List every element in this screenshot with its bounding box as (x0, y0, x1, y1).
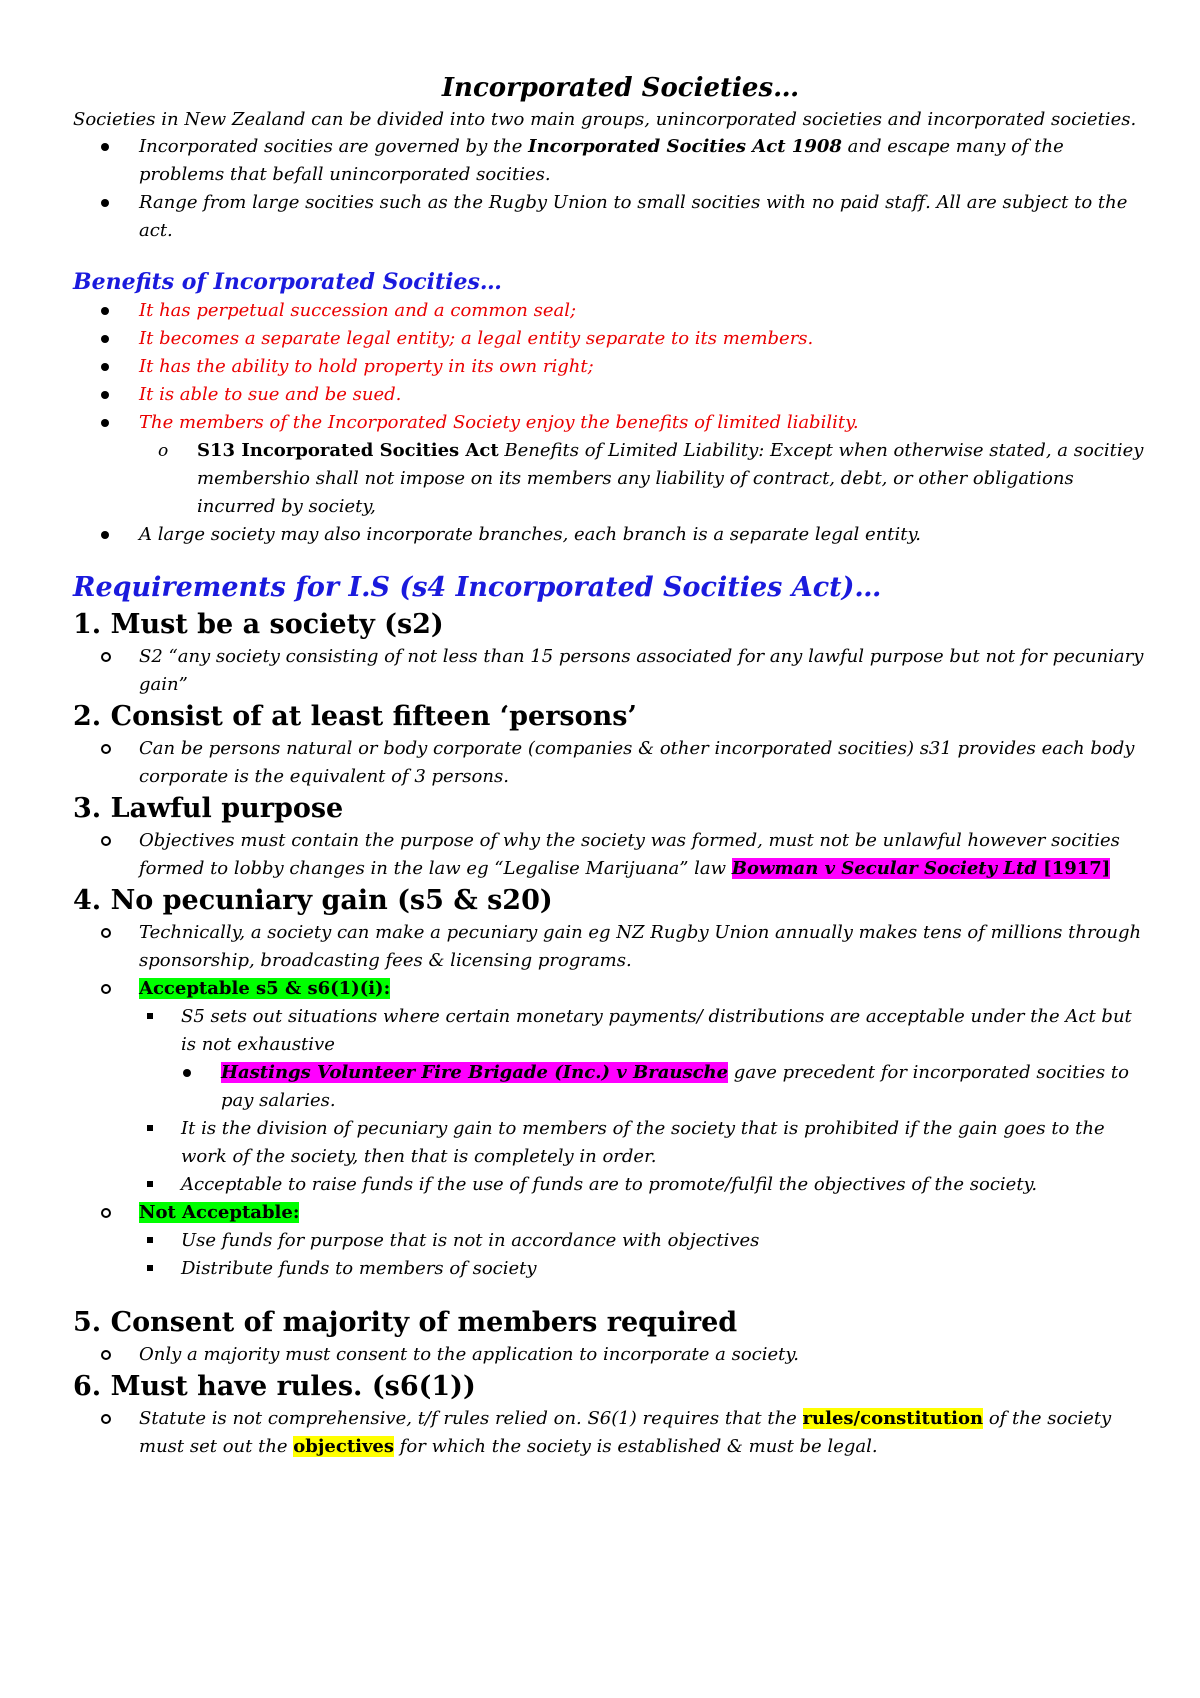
intro-paragraph: Societies in New Zealand can be divided into two main groups, unincorporated societies and incorporated societies. (73, 109, 1137, 130)
list-item: Distribute funds to members of society (73, 1255, 1148, 1283)
requirement-2-title: 2. Consist of at least fifteen ‘persons’ (73, 701, 637, 732)
list-item: Can be persons natural or body corporate (companies & other incorporated socities) s31 provides each body corporate is the equivalent of 3 persons. (73, 735, 1148, 791)
list-item: Incorporated socities are governed by the Incorporated Socities Act 1908 and escape many of the problems that befall unincorporated socities. (73, 133, 1148, 189)
s13-note: o S13 Incorporated Socities Act Benefits of Limited Liability: Except when otherwise stated, a socitiey membershio shall not impose on its members any liability of contract, debt, or other obligations incurred by society, (73, 437, 1148, 521)
list-item: Technically, a society can make a pecuniary gain eg NZ Rugby Union annually makes tens of millions through sponsorship, broadcasting fees & licensing programs. (73, 919, 1148, 975)
requirement-3-title: 3. Lawful purpose (73, 793, 344, 824)
case-citation: Bowman v Secular Society Ltd (731, 858, 1037, 879)
requirement-6-title: 6. Must have rules. (s6(1)) (73, 1371, 476, 1402)
benefit-item: The members of the Incorporated Society enjoy the benefits of limited liability. (73, 409, 1148, 437)
act-name: Incorporated Socities Act 1908 (528, 136, 842, 157)
list-item: Only a majority must consent to the application to incorporate a society. (73, 1341, 1148, 1369)
list-item: Statute is not comprehensive, t/f rules relied on. S6(1) requires that the rules/constitution of the society must set out the objectives for which the society is established & must be legal. (73, 1405, 1148, 1461)
benefit-item: It has perpetual succession and a common seal; (73, 297, 1148, 325)
acceptable-label: Acceptable s5 & s6(1)(i): (73, 975, 1148, 1003)
list-item: Acceptable to raise funds if the use of funds are to promote/fulfil the objectives of the society. (73, 1171, 1148, 1199)
requirement-1-title: 1. Must be a society (s2) (73, 609, 444, 640)
requirement-5-title: 5. Consent of majority of members required (73, 1307, 738, 1338)
case-citation: Hastings Volunteer Fire Brigade (Inc.) v Brausche (221, 1062, 729, 1083)
document-page (73, 70, 1148, 1461)
list-item: Objectives must contain the purpose of why the society was formed, must not be unlawful however socities formed to lobby changes in the law eg “Legalise Marijuana” law Bowman v Secular Society Ltd [1917] (73, 827, 1148, 883)
list-item: Range from large socities such as the Rugby Union to small socities with no paid staff. All are subject to the act. (73, 189, 1148, 245)
list-item: S5 sets out situations where certain monetary payments/ distributions are acceptable under the Act but is not exhaustive (73, 1003, 1148, 1059)
benefit-item: It is able to sue and be sued. (73, 381, 1148, 409)
highlight-rules: rules/constitution (802, 1408, 984, 1429)
benefit-item: It has the ability to hold property in its own right; (73, 353, 1148, 381)
not-acceptable-label: Not Acceptable: (73, 1199, 1148, 1227)
requirement-4-title: 4. No pecuniary gain (s5 & s20) (73, 885, 553, 916)
benefit-item: A large society may also incorporate branches, each branch is a separate legal entity. (73, 521, 1148, 549)
list-item: Use funds for purpose that is not in accordance with objectives (73, 1227, 1148, 1255)
list-item: S2 “any society consisting of not less than 15 persons associated for any lawful purpose but not for pecuniary gain” (73, 643, 1148, 699)
page-title: Incorporated Societies… (441, 73, 800, 103)
list-item: It is the division of pecuniary gain to members of the society that is prohibited if the gain goes to the work of the society, then that is completely in order. (73, 1115, 1148, 1171)
highlight-objectives: objectives (293, 1436, 395, 1457)
case-year: [1917] (1036, 858, 1111, 879)
list-item: Hastings Volunteer Fire Brigade (Inc.) v Brausche gave precedent for incorporated socities to pay salaries. (73, 1059, 1148, 1115)
benefit-item: It becomes a separate legal entity; a legal entity separate to its members. (73, 325, 1148, 353)
benefits-heading: Benefits of Incorporated Socities… (73, 269, 502, 295)
requirements-heading: Requirements for I.S (s4 Incorporated Socities Act)… (73, 572, 882, 603)
